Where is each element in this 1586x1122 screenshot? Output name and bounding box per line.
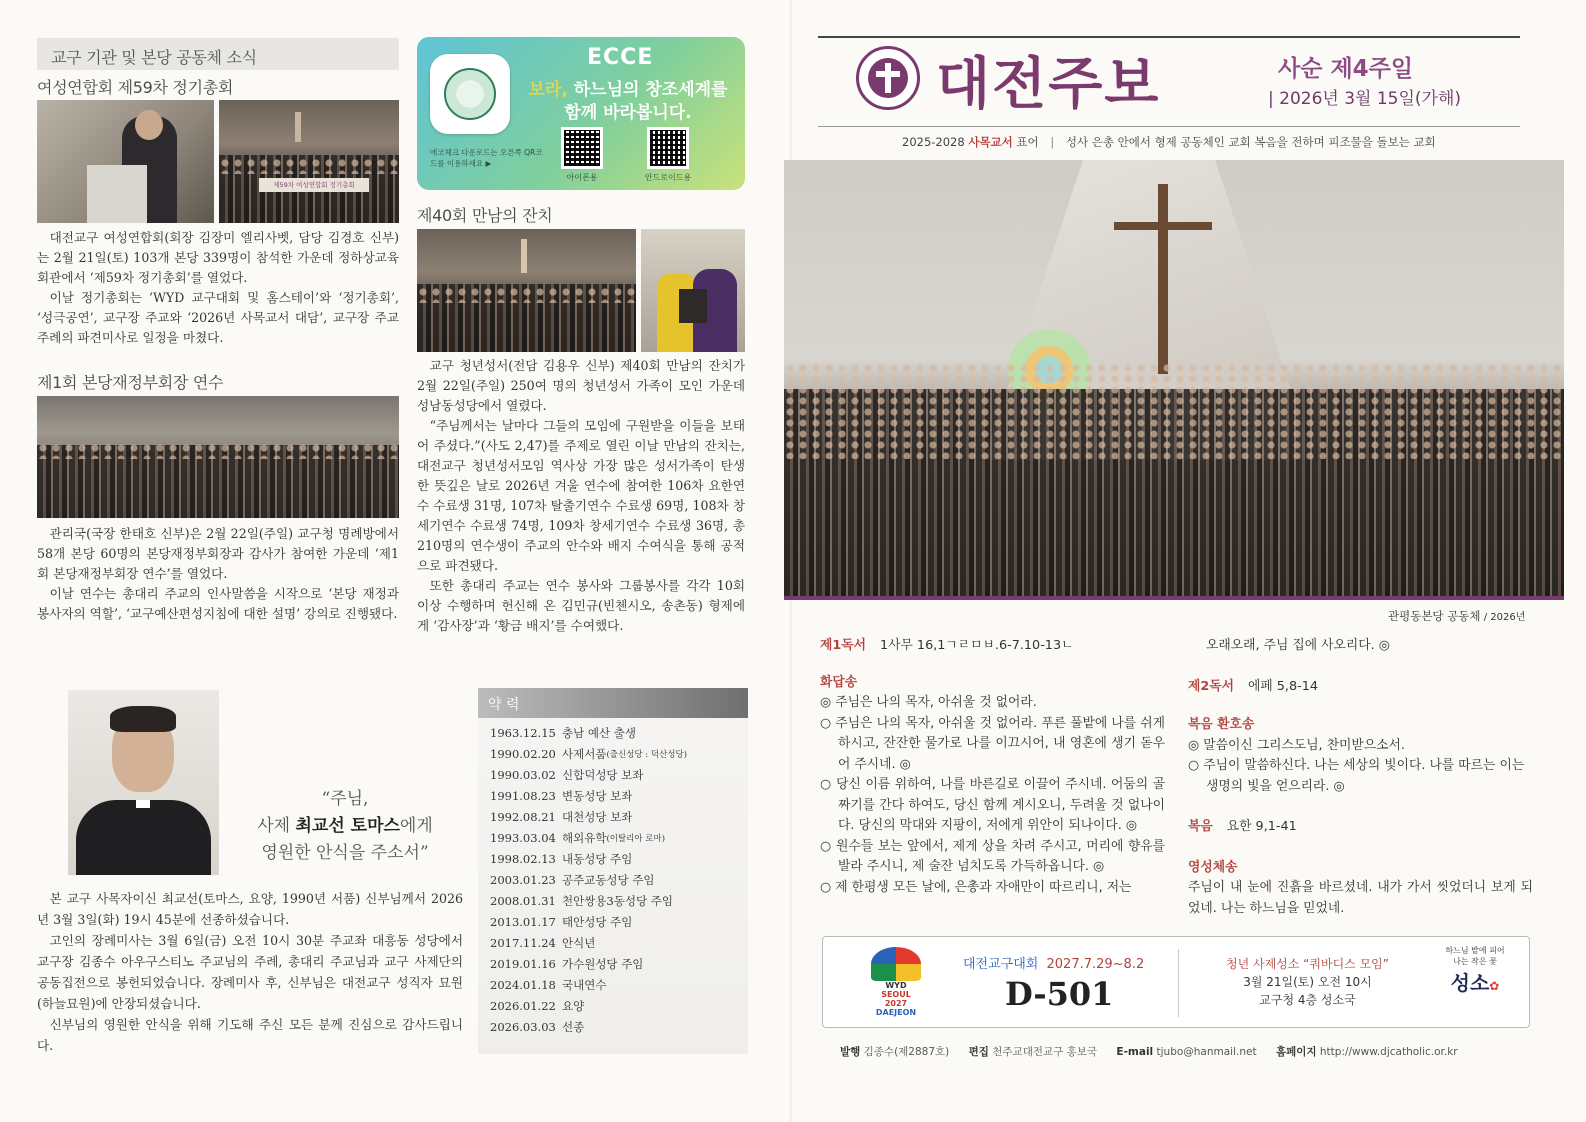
article3-paragraph: 교구 청년성서(전담 김용우 신부) 제40회 만남의 잔치가 2월 22일(주일) 250여 명의 청년성서 가족이 모인 가운데 성남동성당에서 열렸다. bbox=[417, 358, 745, 413]
ecce-banner bbox=[417, 37, 745, 190]
dday-counter: D-501 bbox=[1005, 975, 1114, 1013]
quote-line3: 영원한 안식을 주소서” bbox=[261, 843, 429, 863]
career-date: 2024.01.18 bbox=[490, 977, 556, 992]
ecce-line2: 함께 바라봅니다. bbox=[564, 103, 692, 123]
vocation-logo bbox=[1435, 945, 1515, 1021]
psalm-verse: ○ 주님은 나의 목자, 아쉬울 것 없어라. 푸른 풀밭에 나를 쉬게 하시고, 잔잔한 물가로 나를 이끄시어, 내 영혼에 생기 돋우어 주시네. ◎ bbox=[820, 715, 1165, 772]
vocation-big-text: 성소✿ bbox=[1450, 971, 1500, 995]
footer-homepage: 홈페이지 http://www.djcatholic.or.kr bbox=[1275, 1046, 1458, 1058]
crucifix-icon bbox=[1158, 184, 1168, 374]
career-date: 1990.02.20 bbox=[490, 746, 556, 761]
youth-gathering-photo bbox=[417, 229, 636, 352]
obituary-paragraph: 본 교구 사목자이신 최교선(토마스, 요양, 1990년 서품) 신부님께서 2026년 3월 3일(화) 19시 45분에 선종하셨습니다. bbox=[37, 891, 463, 927]
email-link[interactable]: tjubo@hanmail.net bbox=[1156, 1046, 1257, 1058]
priest-collar bbox=[136, 800, 150, 808]
seal-cross-icon bbox=[885, 63, 891, 93]
career-date: 1998.02.13 bbox=[490, 851, 556, 866]
article3-body bbox=[417, 356, 745, 636]
purple-border bbox=[784, 596, 1564, 600]
podium bbox=[87, 165, 147, 223]
acclamation-verse: ○ 주님이 말씀하신다. 나는 세상의 빛이다. 나를 따르는 이는 생명의 빛을 얻으리라. ◎ bbox=[1188, 758, 1525, 794]
career-event: 안식년 bbox=[562, 935, 596, 950]
pastoral-motto bbox=[902, 134, 1522, 150]
acclamation-response: ◎ 말씀이신 그리스도님, 찬미받으소서. bbox=[1188, 737, 1405, 753]
career-note: (출신성당 : 덕산성당) bbox=[606, 749, 688, 760]
first-reading bbox=[820, 636, 1165, 657]
qr-ios-icon bbox=[564, 130, 600, 166]
career-event: 요양 bbox=[562, 998, 585, 1013]
career-event: 변동성당 보좌 bbox=[562, 788, 633, 803]
event-info bbox=[963, 953, 1144, 972]
youth-place: 교구청 4층 성소국 bbox=[1259, 993, 1356, 1007]
article1-paragraph: 이날 정기총회는 ‘WYD 교구대회 및 홈스테이’와 ‘정기총회’, ‘성극공연’, 교구장 주교와 ‘2026년 사목교서 대담’, 교구장 주교 주례의 파견미사로 일정을 마쳤다. bbox=[37, 290, 399, 345]
career-date: 1990.03.02 bbox=[490, 767, 556, 782]
career-row bbox=[490, 890, 748, 911]
wyd-logo-icon bbox=[871, 947, 921, 981]
qr-android-icon bbox=[650, 130, 686, 166]
flower-icon: ✿ bbox=[1489, 979, 1500, 993]
diocese-seal-icon bbox=[444, 68, 496, 120]
bishop-head bbox=[135, 110, 163, 140]
career-event: 국내연수 bbox=[562, 977, 607, 992]
article2-body bbox=[37, 524, 399, 624]
career-event: 충남 예산 출생 bbox=[562, 725, 636, 740]
award-plaque bbox=[679, 289, 707, 323]
career-event: 대천성당 보좌 bbox=[562, 809, 633, 824]
wyd-seoul: SEOUL bbox=[881, 990, 911, 999]
right-page bbox=[792, 0, 1586, 1122]
gospel-ref: 요한 9,1-41 bbox=[1226, 819, 1297, 834]
first-reading-ref: 1사무 16,1ㄱㄹㅁㅂ.6-7.10-13ㄴ bbox=[880, 638, 1074, 653]
obituary-body bbox=[37, 888, 463, 1056]
footer-email: E-mail tjubo@hanmail.net bbox=[1116, 1046, 1257, 1058]
career-date: 1993.03.04 bbox=[490, 830, 556, 845]
career-row bbox=[490, 1016, 748, 1037]
psalm-label: 화답송 bbox=[820, 674, 858, 690]
ecce-line1-rest: 하느님의 창조세계를 bbox=[567, 80, 728, 100]
issue-date: | 2026년 3월 15일(가해) bbox=[1268, 89, 1462, 109]
career-row bbox=[490, 743, 748, 764]
event-dates: 2027.7.29~8.2 bbox=[1046, 957, 1145, 972]
footer-publisher: 발행 김종수(제2887호) bbox=[840, 1046, 950, 1058]
section-header-band bbox=[37, 38, 399, 70]
photo-caption-year: / 2026년 bbox=[1480, 612, 1526, 623]
masthead-bottom-rule bbox=[818, 126, 1520, 127]
career-date: 2017.11.24 bbox=[490, 935, 556, 950]
article3-paragraph: 또한 총대리 주교는 연수 봉사와 그룹봉사를 각각 10회 이상 수행하며 헌신해 온 김민규(빈첸시오, 송촌동) 형제에게 ‘감사장’과 ‘황금 배지’를 수여했다. bbox=[417, 578, 745, 633]
church-cross bbox=[521, 239, 527, 273]
career-row bbox=[490, 722, 748, 743]
career-note: (이탈리아 로마) bbox=[606, 833, 666, 844]
career-row bbox=[490, 995, 748, 1016]
career-date: 2026.01.22 bbox=[490, 998, 556, 1013]
career-row bbox=[490, 848, 748, 869]
qr-code-android[interactable] bbox=[647, 127, 689, 169]
career-date: 2026.03.03 bbox=[490, 1019, 556, 1034]
readings-column-left bbox=[820, 636, 1165, 898]
hall-cross bbox=[295, 112, 301, 142]
career-date: 1963.12.15 bbox=[490, 725, 556, 740]
crucifix-bar bbox=[1114, 222, 1212, 230]
article1-title: 여성연합회 제59차 정기총회 bbox=[37, 78, 234, 97]
career-event: 신합덕성당 보좌 bbox=[562, 767, 644, 782]
article2-title: 제1회 본당재정부회장 연수 bbox=[37, 373, 224, 392]
youth-vocation-info bbox=[1195, 955, 1420, 1009]
ecce-line1 bbox=[514, 75, 742, 100]
hall-assembly-photo bbox=[219, 100, 399, 223]
qr-android-label: 안드로이드용 bbox=[644, 173, 692, 182]
qr-ios-label: 아이폰용 bbox=[566, 173, 598, 182]
priest-suit bbox=[76, 800, 211, 875]
gospel bbox=[1188, 817, 1533, 838]
quote-line2: 사제 최교선 토마스에게 bbox=[257, 816, 433, 836]
career-event: 사제서품 bbox=[562, 746, 607, 761]
acclamation-label: 복음 환호송 bbox=[1188, 717, 1255, 732]
career-row bbox=[490, 932, 748, 953]
banner-divider bbox=[1178, 949, 1179, 1017]
psalm-response: ◎ 주님은 나의 목자, 아쉬울 것 없어라. bbox=[820, 695, 1037, 710]
career-event: 천안쌍용3동성당 주임 bbox=[562, 893, 673, 908]
liturgical-sunday: 사순 제4주일 bbox=[1278, 56, 1414, 82]
wyd-year: 2027 bbox=[884, 999, 908, 1008]
footer bbox=[840, 1044, 1540, 1059]
article2-paragraph: 이날 연수는 총대리 주교의 인사말씀을 시작으로 ‘본당 재정과 봉사자의 역할’, ‘교구예산편성지침에 대한 설명’ 강의로 진행됐다. bbox=[37, 586, 399, 621]
event-label: 대전교구대회 bbox=[963, 957, 1039, 972]
ecce-download-text: 에코체크 다운로드는 오른쪽 QR코드를 이용하세요 ▶ bbox=[430, 148, 543, 168]
career-panel bbox=[478, 688, 748, 1054]
second-reading-ref: 에페 5,8-14 bbox=[1248, 678, 1319, 694]
ecce-highlight: 보라, bbox=[528, 80, 568, 100]
career-event: 가수원성당 주임 bbox=[562, 956, 644, 971]
qr-code-ios[interactable] bbox=[561, 127, 603, 169]
quote-line1: “주님, bbox=[321, 789, 369, 809]
article3-paragraph: “주님께서는 날마다 그들의 모임에 구원받을 이들을 보태어 주셨다.”(사도 2,47)를 주제로 열린 이날 만남의 잔치는, 대전교구 청년성서모임 역사상 가장 많은 성서가족이 탄생한 뜻깊은 날로 2026년 겨울 연수에 참여한 106차 요한연수 수료생 31명, 107차 탈출기연수 수료생 69명, 108차 창세기연수 수료생 74명, 109차 창세기연수 수료생 36명, 총 210명의 연수생이 주교의 안수와 배지 수여식을 통해 공적으로 파견됐다. bbox=[417, 418, 745, 573]
psalm-verse: ○ 당신 이름 위하여, 나를 바른길로 이끌어 주시네. 어둠의 골짜기를 간다 하여도, 당신 함께 계시오니, 두려울 것 없나이다. 당신의 막대와 지팡이, 저에게 위안이 되나이다. ◎ bbox=[820, 777, 1165, 833]
youth-title: 청년 사제성소 “쿼바디스 모임” bbox=[1226, 957, 1389, 971]
career-date: 2019.01.16 bbox=[490, 956, 556, 971]
career-row bbox=[490, 911, 748, 932]
motto-text: 성사 은총 안에서 형제 공동체인 교회 복음을 전하며 피조물을 돌보는 교회 bbox=[1065, 135, 1436, 149]
career-event: 선종 bbox=[562, 1019, 585, 1034]
youth-award-photo bbox=[641, 229, 745, 352]
career-row bbox=[490, 764, 748, 785]
first-reading-label: 제1독서 bbox=[820, 638, 866, 653]
career-date: 1991.08.23 bbox=[490, 788, 556, 803]
photo-caption-text: 관평동본당 공동체 bbox=[1388, 609, 1481, 623]
career-date: 1992.08.21 bbox=[490, 809, 556, 824]
parish-community-photo bbox=[784, 160, 1564, 600]
career-row bbox=[490, 953, 748, 974]
career-event: 태안성당 주임 bbox=[562, 914, 633, 929]
career-event: 내동성당 주임 bbox=[562, 851, 633, 866]
article3-title: 제40회 만남의 잔치 bbox=[417, 206, 553, 225]
gospel-label: 복음 bbox=[1188, 819, 1213, 834]
priest-portrait bbox=[68, 690, 219, 875]
career-row bbox=[490, 827, 748, 848]
diocese-seal-icon bbox=[856, 46, 920, 110]
hall-banner: 제59차 여성연합회 정기총회 bbox=[259, 178, 369, 192]
article2-paragraph: 관리국(국장 한태호 신부)은 2월 22일(주일) 교구청 명례방에서 58개 본당 60명의 본당재정부회장과 감사가 참여한 가운데 ‘제1회 본당재정부회장 연수’를 열었다. bbox=[37, 526, 399, 581]
left-page bbox=[0, 0, 790, 1122]
article1-body bbox=[37, 228, 399, 348]
homepage-link[interactable]: http://www.djcatholic.or.kr bbox=[1319, 1046, 1458, 1058]
bishop-podium-photo bbox=[37, 100, 214, 223]
second-reading bbox=[1188, 677, 1533, 698]
career-row bbox=[490, 869, 748, 890]
career-list bbox=[478, 718, 748, 1037]
career-event: 공주교동성당 주임 bbox=[562, 872, 655, 887]
priest-name: 최교선 토마스 bbox=[295, 816, 400, 836]
article1-paragraph: 대전교구 여성연합회(회장 김장미 엘리사벳, 담당 김경호 신부)는 2월 21일(토) 103개 본당 339명이 참석한 가운데 정하상교육회관에서 ‘제59차 정기총회’를 열었다. bbox=[37, 230, 399, 285]
obituary-quote bbox=[230, 786, 460, 867]
obituary-paragraph: 신부님의 영원한 안식을 위해 기도해 주신 모든 분께 진심으로 감사드립니다. bbox=[37, 1017, 463, 1053]
psalm-verse: ○ 원수들 보는 앞에서, 제게 상을 차려 주시고, 머리에 향유를 발라 주시니, 제 술잔 넘치도록 가득하옵니다. ◎ bbox=[820, 838, 1165, 874]
ecce-title: ECCE bbox=[587, 45, 654, 70]
obituary-paragraph: 고인의 장례미사는 3월 6일(금) 오전 10시 30분 주교좌 대흥동 성당에서 교구장 김종수 아우구스티노 주교님의 주례, 총대리 주교님과 교구 사제단의 공동집전으로 봉헌되었습니다. 장례미사 후, 신부님은 대전교구 성직자 묘원(하늘묘원)에 안장되셨습니다. bbox=[37, 933, 463, 1011]
priest-hair bbox=[110, 706, 176, 732]
footer-editor: 편집 천주교대전교구 홍보국 bbox=[968, 1046, 1098, 1058]
communion-label: 영성체송 bbox=[1188, 859, 1238, 875]
career-row bbox=[490, 974, 748, 995]
masthead-top-rule bbox=[818, 36, 1520, 38]
psalm-continued: 오래오래, 주님 집에 사오리다. ◎ bbox=[1206, 638, 1390, 653]
youth-time: 3월 21일(토) 오전 10시 bbox=[1243, 975, 1372, 989]
wyd-logo bbox=[861, 947, 931, 1022]
communion-text: 주님이 내 눈에 진흙을 바르셨네. 내가 가서 씻었더니 보게 되었네. 나는 하느님을 믿었네. bbox=[1188, 880, 1533, 916]
career-header-text: 약 력 bbox=[488, 697, 520, 713]
wyd-text: WYD bbox=[885, 981, 907, 990]
pastoral-label: 2025-2028 사목교서 표어 bbox=[902, 135, 1039, 149]
career-header bbox=[478, 688, 748, 718]
motto-divider: | bbox=[1050, 135, 1055, 149]
career-row bbox=[490, 785, 748, 806]
masthead-title: 대전주보 bbox=[936, 52, 1161, 117]
career-event: 해외유학 bbox=[562, 830, 607, 845]
wyd-daejeon: DAEJEON bbox=[875, 1008, 917, 1017]
finance-group-photo bbox=[37, 396, 399, 518]
photo-caption bbox=[1388, 608, 1525, 624]
career-date: 2003.01.23 bbox=[490, 872, 556, 887]
event-banner bbox=[822, 936, 1530, 1028]
readings-column-right bbox=[1188, 636, 1533, 919]
seal-cross-bar bbox=[876, 71, 900, 77]
ecce-app-icon bbox=[430, 54, 510, 134]
psalm-verse: ○ 제 한평생 모든 날에, 은총과 자애만이 따르리니, 저는 bbox=[820, 879, 1132, 895]
section-header-text: 교구 기관 및 본당 공동체 소식 bbox=[51, 48, 257, 67]
career-date: 2008.01.31 bbox=[490, 893, 556, 908]
career-row bbox=[490, 806, 748, 827]
second-reading-label: 제2독서 bbox=[1188, 678, 1234, 694]
vocation-small-text: 하느님 밭에 피어나는 작은 꽃 bbox=[1445, 946, 1505, 966]
career-date: 2013.01.17 bbox=[490, 914, 556, 929]
